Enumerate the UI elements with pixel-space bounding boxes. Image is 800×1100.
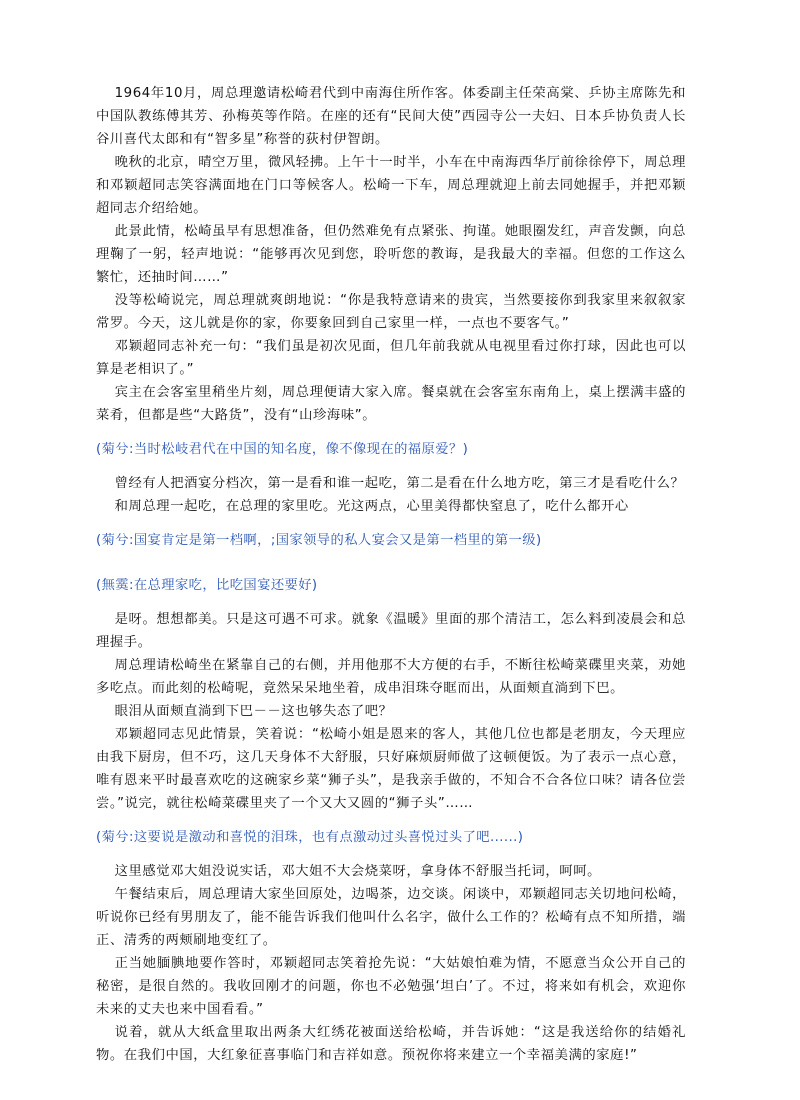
paragraph: 眼泪从面颊直淌到下巴－－这也够失态了吧？ xyxy=(114,704,393,719)
comment-note: (菊兮:这要说是激动和喜悦的泪珠，也有点激动过头喜悦过头了吧......) xyxy=(96,830,524,845)
paragraph: 晚秋的北京，晴空万里，微风轻拂。上午十一时半，小车在中南海西华厅前徐徐停下，周总理和邓颖超同志笑容满面地在门口等候客人。松崎一下车，周总理就迎上前去同她握手，并把邓颖超同志介绍给她。 xyxy=(96,155,686,216)
paragraph: 说着，就从大纸盒里取出两条大红绣花被面送给松崎，并告诉她：“这是我送给你的结婚礼物。在我们中国，大红象征喜事临门和吉祥如意。预祝你将来建立一个幸福美满的家庭!” xyxy=(96,1025,686,1063)
paragraph: 1964年10月，周总理邀请松崎君代到中南海住所作客。体委副主任荣高棠、乒协主席陈先和中国队教练傅其芳、孙梅英等作陪。在座的还有“民间大使”西园寺公一夫妇、日本乒协负责人长谷川喜代太郎和有“智多星”称誉的荻村伊智朗。 xyxy=(96,86,686,147)
paragraph: 邓颖超同志见此情景，笑着说：“松崎小姐是恩来的客人，其他几位也都是老朋友，今天理应由我下厨房，但不巧，这几天身体不大舒服，只好麻烦厨师做了这顿便饭。为了表示一点心意，唯有恩来平时最喜欢吃的这碗家乡菜“狮子头”，是我亲手做的，不知合不合各位口味？请各位尝尝。”说完，就往松崎菜碟里夹了一个又大又圆的“狮子头”…… xyxy=(96,727,686,811)
paragraph: 和周总理一起吃，在总理的家里吃。光这两点，心里美得都快窒息了，吃什么都开心 xyxy=(114,499,629,514)
paragraph: 周总理请松崎坐在紧靠自己的右侧，并用他那不大方便的右手，不断往松崎菜碟里夹菜，劝她多吃点。而此刻的松崎呢，竟然呆呆地坐着，成串泪珠夺眶而出，从面颊直淌到下巴。 xyxy=(96,658,686,696)
paragraph: 邓颖超同志补充一句：“我们虽是初次见面，但几年前我就从电视里看过你打球，因此也可以算是老相识了。” xyxy=(96,339,686,377)
paragraph: 这里感觉邓大姐没说实话，邓大姐不大会烧菜呀，拿身体不舒服当托词，呵呵。 xyxy=(114,864,601,879)
comment-note: (無霙:在总理家吃，比吃国宴还要好) xyxy=(96,578,318,593)
paragraph: 没等松崎说完，周总理就爽朗地说：“你是我特意请来的贵宾，当然要接你到我家里来叙叙家常罗。今天，这儿就是你的家，你要象回到自己家里一样，一点也不要客气。” xyxy=(96,293,686,331)
paragraph: 此景此情，松崎虽早有思想准备，但仍然难免有点紧张、拘谨。她眼圈发红，声音发颤，向总理鞠了一躬，轻声地说：“能够再次见到您，聆听您的教诲，是我最大的幸福。但您的工作这么繁忙，还抽时间……” xyxy=(96,224,686,285)
paragraph: 午餐结束后，周总理请大家坐回原处，边喝茶，边交谈。闲谈中，邓颖超同志关切地问松崎，听说你已经有男朋友了，能不能告诉我们他叫什么名字，做什么工作的？松崎有点不知所措，端正、清秀的两颊刷地变红了。 xyxy=(96,887,686,948)
comment-note: (菊兮:当时松岐君代在中国的知名度，像不像现在的福原爱？) xyxy=(96,442,469,457)
paragraph: 是呀。想想都美。只是这可遇不可求。就象《温暖》里面的那个清洁工，怎么料到凌晨会和总理握手。 xyxy=(96,612,686,650)
paragraph: 曾经有人把酒宴分档次，第一是看和谁一起吃，第二是看在什么地方吃，第三才是看吃什么？ xyxy=(114,476,685,491)
article-body xyxy=(96,82,686,1067)
paragraph: 宾主在会客室里稍坐片刻，周总理便请大家入席。餐桌就在会客室东南角上，桌上摆满丰盛的菜肴，但都是些“大路货”，没有“山珍海味”。 xyxy=(96,385,686,423)
paragraph: 正当她腼腆地要作答时，邓颖超同志笑着抢先说：“大姑娘怕难为情，不愿意当众公开自己的秘密，是很自然的。我收回刚才的问题，你也不必勉强‘坦白’了。不过，将来如有机会，欢迎你未来的丈夫也来中国看看。” xyxy=(96,956,686,1017)
comment-note: (菊兮:国宴肯定是第一档啊，;国家领导的私人宴会又是第一档里的第一级) xyxy=(96,533,542,548)
